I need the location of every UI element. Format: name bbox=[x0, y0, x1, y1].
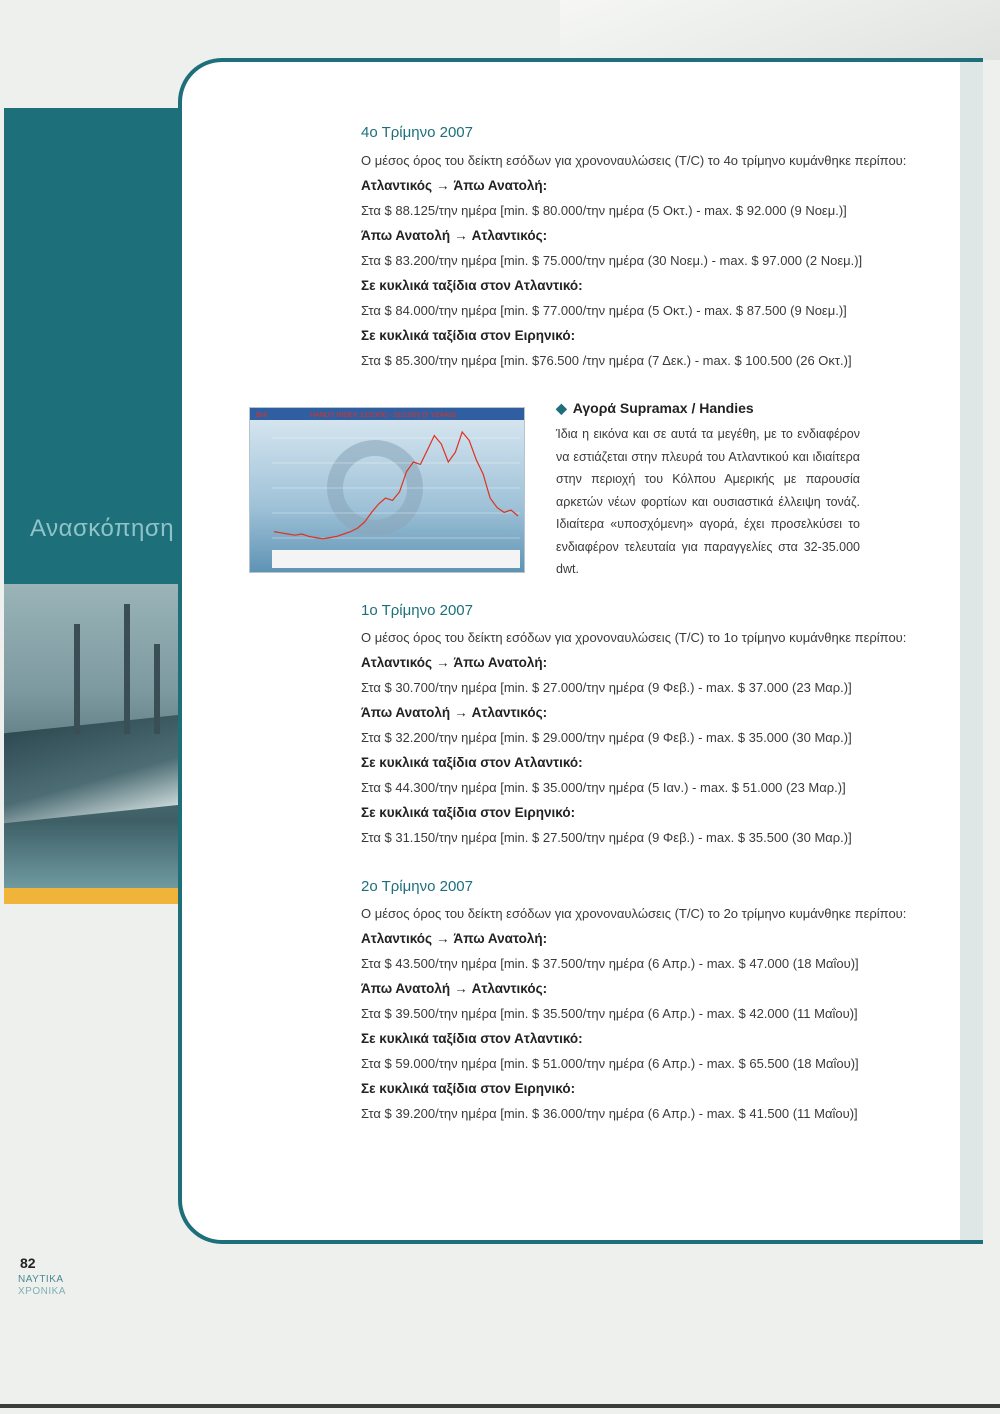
arrow-icon: → bbox=[436, 931, 450, 946]
arrow-icon: → bbox=[436, 178, 450, 193]
top-decoration bbox=[560, 0, 1000, 60]
route-label: Σε κυκλικά ταξίδια στον Ατλαντικό: bbox=[361, 278, 583, 293]
route-label: Σε κυκλικά ταξίδια στον Ατλαντικό: bbox=[361, 755, 583, 770]
bottom-rule bbox=[0, 1404, 1000, 1408]
ship-photo bbox=[4, 584, 180, 888]
panel-edge-strip bbox=[960, 62, 983, 1240]
arrow-icon: → bbox=[454, 705, 468, 720]
route-label: Άπω Ανατολή → Ατλαντικός: bbox=[361, 228, 548, 243]
page-number: 82 bbox=[20, 1255, 36, 1271]
aside-body: Ίδια η εικόνα και σε αυτά τα μεγέθη, με το ενδιαφέρον να εστιάζεται στην πλευρά του Ατλαντικού και ιδιαίτερα στην περιοχή του Κόλπου Αμερικής με παρουσία αρκετών νέων φορτίων και ουσιαστικά έλλειψη τονάζ. Ιδιαίτερα «υποσχόμενη» αγορά, έχει προσελκύσει το ενδιαφέρον τελευταία για παραγγελίες στα 32-35.000 dwt. bbox=[556, 427, 860, 576]
route-value: Στα $ 88.125/την ημέρα [min. $ 80.000/την ημέρα (5 Οκτ.) - max. $ 92.000 (9 Νοεμ.)] bbox=[361, 203, 847, 218]
aside-title: ◆ Αγορά Supramax / Handies bbox=[556, 400, 754, 416]
section-intro: Ο μέσος όρος του δείκτη εσόδων για χρονοναυλώσεις (T/C) το 2ο τρίμηνο κυμάνθηκε περίπου: bbox=[361, 906, 907, 921]
chart-title: HANDY INDEX 23/10/00 - 31/12/05 (5 YEARS) bbox=[310, 412, 457, 419]
magazine-name: ΝΑΥΤΙΚΑ bbox=[18, 1274, 64, 1285]
supramax-aside bbox=[556, 400, 860, 581]
ship-crane bbox=[124, 604, 130, 734]
arrow-icon: → bbox=[454, 228, 468, 243]
section-title: 2ο Τρίμηνο 2007 bbox=[361, 878, 473, 895]
section-title: 1ο Τρίμηνο 2007 bbox=[361, 602, 473, 619]
sidebar-teal-block bbox=[4, 108, 180, 584]
magazine-name: ΧΡΟΝΙΚΑ bbox=[18, 1286, 66, 1297]
route-value: Στα $ 59.000/την ημέρα [min. $ 51.000/την ημέρα (6 Απρ.) - max. $ 65.500 (18 Μαΐου)] bbox=[361, 1056, 859, 1071]
chart-logo-text: BHI bbox=[256, 412, 268, 419]
diamond-bullet-icon: ◆ bbox=[556, 400, 567, 416]
route-label: Ατλαντικός → Άπω Ανατολή: bbox=[361, 655, 548, 670]
route-value: Στα $ 83.200/την ημέρα [min. $ 75.000/την ημέρα (30 Νοεμ.) - max. $ 97.000 (2 Νοεμ.)] bbox=[361, 253, 863, 268]
sidebar-orange-bar bbox=[4, 888, 180, 904]
route-label: Ατλαντικός → Άπω Ανατολή: bbox=[361, 178, 548, 193]
route-label: Σε κυκλικά ταξίδια στον Ατλαντικό: bbox=[361, 1031, 583, 1046]
ship-crane bbox=[154, 644, 160, 734]
route-value: Στα $ 39.200/την ημέρα [min. $ 36.000/την ημέρα (6 Απρ.) - max. $ 41.500 (11 Μαΐου)] bbox=[361, 1106, 858, 1121]
chart-date-axis bbox=[272, 550, 520, 568]
ship-crane bbox=[74, 624, 80, 734]
sidebar-section-word: Ανασκόπηση bbox=[30, 515, 175, 542]
route-value: Στα $ 31.150/την ημέρα [min. $ 27.500/την ημέρα (9 Φεβ.) - max. $ 35.500 (30 Μαρ.)] bbox=[361, 830, 852, 845]
route-label: Σε κυκλικά ταξίδια στον Ειρηνικό: bbox=[361, 328, 576, 343]
route-value: Στα $ 85.300/την ημέρα [min. $76.500 /την ημέρα (7 Δεκ.) - max. $ 100.500 (26 Οκτ.)] bbox=[361, 353, 852, 368]
handy-index-figure bbox=[249, 407, 525, 573]
arrow-icon: → bbox=[454, 981, 468, 996]
route-label: Σε κυκλικά ταξίδια στον Ειρηνικό: bbox=[361, 805, 576, 820]
arrow-icon: → bbox=[436, 655, 450, 670]
route-value: Στα $ 30.700/την ημέρα [min. $ 27.000/την ημέρα (9 Φεβ.) - max. $ 37.000 (23 Μαρ.)] bbox=[361, 680, 852, 695]
section-title: 4ο Τρίμηνο 2007 bbox=[361, 124, 473, 141]
route-value: Στα $ 39.500/την ημέρα [min. $ 35.500/την ημέρα (6 Απρ.) - max. $ 42.000 (11 Μαΐου)] bbox=[361, 1006, 858, 1021]
route-value: Στα $ 32.200/την ημέρα [min. $ 29.000/την ημέρα (9 Φεβ.) - max. $ 35.000 (30 Μαρ.)] bbox=[361, 730, 852, 745]
route-label: Άπω Ανατολή → Ατλαντικός: bbox=[361, 705, 548, 720]
chart-background bbox=[250, 408, 524, 572]
handy-index-chart bbox=[250, 408, 524, 572]
section-intro: Ο μέσος όρος του δείκτη εσόδων για χρονοναυλώσεις (T/C) το 1ο τρίμηνο κυμάνθηκε περίπου: bbox=[361, 630, 907, 645]
route-value: Στα $ 84.000/την ημέρα [min. $ 77.000/την ημέρα (5 Οκτ.) - max. $ 87.500 (9 Νοεμ.)] bbox=[361, 303, 847, 318]
route-label: Ατλαντικός → Άπω Ανατολή: bbox=[361, 931, 548, 946]
route-value: Στα $ 43.500/την ημέρα [min. $ 37.500/την ημέρα (6 Απρ.) - max. $ 47.000 (18 Μαΐου)] bbox=[361, 956, 859, 971]
route-label: Άπω Ανατολή → Ατλαντικός: bbox=[361, 981, 548, 996]
section-intro: Ο μέσος όρος του δείκτη εσόδων για χρονοναυλώσεις (T/C) το 4ο τρίμηνο κυμάνθηκε περίπου: bbox=[361, 153, 907, 168]
route-value: Στα $ 44.300/την ημέρα [min. $ 35.000/την ημέρα (5 Ιαν.) - max. $ 51.000 (23 Μαρ.)] bbox=[361, 780, 846, 795]
route-label: Σε κυκλικά ταξίδια στον Ειρηνικό: bbox=[361, 1081, 576, 1096]
